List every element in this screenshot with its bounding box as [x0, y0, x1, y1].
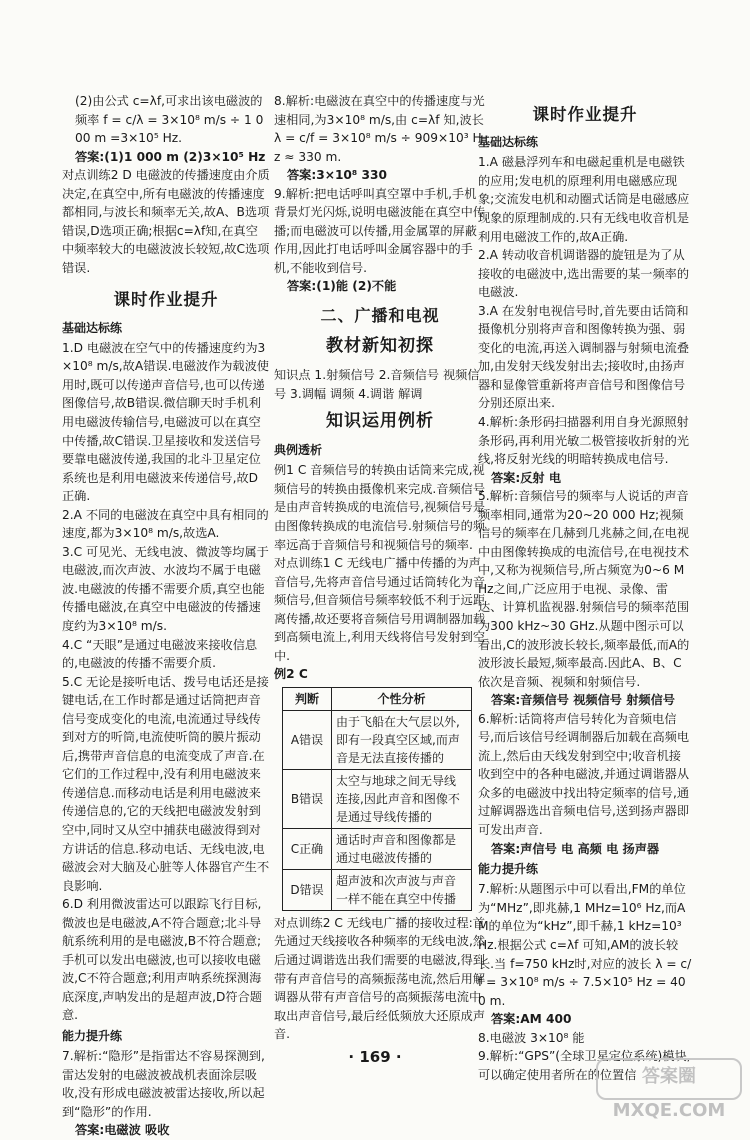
col2-training-1: 对点训练1 C 无线电广播中传播的为声音信号,先将声音信号通过话筒转化为音频信号,但音频信号频率较低不利于远距离传播,故还要将音频信号用调制器加载到高频电流上,利用天线将信号发射到空中.: [274, 556, 486, 663]
col1-answer-6: 6.D 利用微波雷达可以跟踪飞行目标,微波也是电磁波,A不符合题意;北斗导航系统利用的是电磁波,B不符合题意;手机可以发出电磁波,也可以接收电磁波,C不符合题意;利用声呐系统探测海底深度,声呐发出的是超声波,D符合题意.: [62, 897, 262, 1023]
col3-q8: 8.电磁波 3×10⁸ 能: [478, 1030, 585, 1045]
table-cell: B错误: [283, 769, 332, 828]
table-header-cell: 判断: [283, 687, 332, 710]
table-cell: C正确: [283, 828, 332, 869]
col2-subtitle-2: 知识运用例析: [326, 411, 434, 432]
col3-q5-answer: 答案:音频信号 视频信号 射频信号: [491, 693, 675, 708]
col2-training-2: 对点训练2 C 无线电广播的接收过程:首先通过天线接收各种频率的无线电波,然后通过调谐选出我们需要的电磁波,得到带有声音信号的高频振荡电流,然后用解调器从带有声音信号的高频振荡电流中取出声音信号,最后经低频放大还原成声音.: [274, 915, 486, 1042]
col1-answer-3: 3.C 可见光、无线电波、微波等均属于电磁波,而次声波、水波均不属于电磁波.电磁波的传播不需要介质,真空也能传播电磁波,在真空中电磁波的传播速度约为3×10⁸ m/s.: [62, 544, 269, 633]
col1-ability-label: 能力提升练: [62, 1029, 123, 1044]
col3-q5: 5.解析:音频信号的频率与人说话的声音频率相同,通常为20~20 000 Hz;视频信号的频率在几赫到几兆赫之间,在电视中由图像转换成的电流信号,在电视技术中,又称为视频信号,所占频宽为0~6 MHz之间,广泛应用于电视、录像、雷达、计算机监视器.射频信号的频率范围为300 kHz~30 GHz.从题中图示可以看出,C的波形波长较长,频率最低,而A的波形波长最短,频率最高.因此A、B、C依次是音频、视频和射频信号.: [478, 489, 690, 689]
col2-q8-answer: 答案:3×10⁸ 330: [287, 168, 387, 183]
col3-q6: 6.解析:话筒将声信号转化为音频电信号,而后该信号经调制器后加载在高频电流上,然后由天线发射到空中;收音机接收到空中的各种电磁波,并通过调谐器从众多的电磁波中找出特定频率的信号,通过解调器选出音频电信号,送到扬声器即可发出声音.: [478, 711, 690, 837]
col2-knowledge: 知识点 1.射频信号 2.音频信号 视频信号 3.调幅 调频 4.调谐 解调: [274, 368, 480, 401]
table-header-cell: 个性分析: [332, 687, 472, 710]
table-row: [283, 869, 472, 910]
table-cell: D错误: [283, 869, 332, 910]
table-row: [283, 828, 472, 869]
table-cell: 太空与地球之间无导线连接,因此声音和图像不是通过导线传播的: [332, 769, 472, 828]
col3-ability-label: 能力提升练: [478, 862, 539, 877]
right-column: [478, 92, 692, 1084]
analysis-table: [282, 687, 472, 911]
col2-example-1: 例1 C 音频信号的转换由话筒来完成,视频信号的转换由摄像机来完成.音频信号是由声音转换成的电流信号,视频信号是由图像转换成的电流信号.射频信号的频率远高于音频信号和视频信号的频率.: [274, 463, 486, 552]
col1-q7: 7.解析:“隐形”是指雷达不容易探测到,雷达发射的电磁波被战机表面涂层吸收,没有形成电磁波被雷达接收,所以起到“隐形”的作用.: [62, 1049, 265, 1119]
table-header-row: [283, 687, 472, 710]
watermark-logo: 答案圈 MXQE.COM: [596, 1058, 742, 1100]
table-cell: 通话时声音和图像都是通过电磁波传播的: [332, 828, 472, 869]
page-number: · 169 ·: [348, 1048, 402, 1066]
col2-subtitle-1: 教材新知初探: [326, 336, 434, 357]
table-cell: 超声波和次声波与声音一样不能在真空中传播: [332, 869, 472, 910]
middle-column: [274, 92, 486, 1044]
col3-q7: 7.解析:从题图示中可以看出,FM的单位为“MHz”,即兆赫,1 MHz=10⁶ Hz,而AM的单位为“kHz”,即千赫,1 kHz=10³ Hz.根据公式 c=λf 可知,AM的波长较长.当 f=750 kHz时,对应的波长 λ = c/f = 3×10⁸ m/s ÷ 7.5×10⁵ Hz = 400 m.: [478, 882, 692, 1008]
col3-q6-answer: 答案:声信号 电 高频 电 扬声器: [491, 841, 660, 856]
col2-q9: 9.解析:把电话呼叫真空罩中手机,手机背景灯光闪烁,说明电磁波能在真空中传播;而电磁波可以传播,用金属罩的屏蔽作用,因此打电话呼叫金属容器中的手机,不能收到信号.: [274, 186, 486, 275]
col1-answer-1: 1.D 电磁波在空气中的传播速度约为3×10⁸ m/s,故A错误.电磁波作为载波使用时,既可以传递声音信号,也可以传递图像信号,故B错误.微信聊天时手机利用电磁波传输信号,电磁波可以在真空中传播,故C错误.卫星接收和发送信号要靠电磁波传递,我国的北斗卫星定位系统也是利用电磁波来传递信号,故D正确.: [62, 340, 269, 504]
col2-example-2: 例2 C: [274, 667, 308, 682]
col1-answer-2: 2.A 不同的电磁波在真空中具有相同的速度,都为3×10⁸ m/s,故选A.: [62, 507, 269, 541]
col2-typical-label: 典例透析: [274, 443, 323, 458]
col1-answer-4: 4.C “天眼”是通过电磁波来接收信息的,电磁波的传播不需要介质.: [62, 637, 258, 671]
table-row: [283, 710, 472, 769]
col3-q4: 4.解析:条形码扫描器利用自身光源照射条形码,再利用光敏二极管接收折射的光线,将反射光线的明暗转换成电信号.: [478, 414, 690, 467]
col3-section-title: 课时作业提升: [532, 105, 638, 124]
col1-section-title: 课时作业提升: [113, 290, 219, 310]
table-cell: A错误: [283, 710, 332, 769]
col1-item-1: 答案:(1)1 000 m (2)3×10⁵ Hz: [75, 149, 266, 164]
col1-answer-5: 5.C 无论是接听电话、拨号电话还是接键电话,在工作时都是通过话筒把声音信号变成变化的电流,电流通过导线传到对方的听筒,电流使听筒的膜片振动后,携带声音信息的电流变成了声音.在它们的工作过程中,没有利用电磁波来传递信息.而移动电话是利用电磁波来传递信息的,它的天线把电磁波发射到空中,同时又从空中捕获电磁波得到对方讲话的信息.移动电话、无线电波,电磁波会对大脑及心脏等人体器官产生不良影响.: [62, 674, 270, 893]
col2-section-title: 二、广播和电视: [320, 306, 440, 326]
col3-answer-2: 2.A 转动收音机调谐器的旋钮是为了从接收的电磁波中,选出需要的某一频率的电磁波.: [478, 248, 690, 300]
col3-answer-1: 1.A 磁悬浮列车和电磁起重机是电磁铁的应用;发电机的原理利用电磁感应现象;交流发电机和动圈式话筒是电磁感应现象的原理制成的.只有无线电收音机是利用电磁波工作的,故A正确.: [478, 155, 690, 244]
col2-q8: 8.解析:电磁波在真空中的传播速度与光速相同,为3×10⁸ m/s,由 c=λf 知,波长 λ = c/f = 3×10⁸ m/s ÷ 909×10³ Hz ≈ 330 m.: [274, 94, 485, 164]
col3-answer-3: 3.A 在发射电视信号时,首先要由话筒和摄像机分别将声音和图像转换为强、弱变化的电流,再送入调制器与射频电流叠加,由发射天线发射出去;接收时,由扬声器和显像管重新将声音信号和图像信号分别还原出来.: [478, 303, 690, 411]
col3-q4-answer: 答案:反射 电: [491, 470, 562, 485]
col2-q9-answer: 答案:(1)能 (2)不能: [287, 279, 397, 294]
col3-basic-label: 基础达标练: [478, 135, 539, 150]
col3-q7-answer: 答案:AM 400: [491, 1012, 572, 1027]
col1-basic-label: 基础达标练: [62, 320, 123, 335]
table-cell: 由于飞船在大气层以外,即有一段真空区域,而声音是无法直接传播的: [332, 710, 472, 769]
left-column: [62, 92, 270, 1140]
table-row: [283, 769, 472, 828]
col1-q7-answer: 答案:电磁波 吸收: [75, 1123, 170, 1138]
col3-q9: 9.解析:“GPS”(全球卫星定位系统)模块,可以确定使用者所在的位置信: [478, 1049, 691, 1082]
col1-item-0: (2)由公式 c=λf,可求出该电磁波的频率 f = c/λ = 3×10⁸ m/s ÷ 1 000 m =3×10⁵ Hz.: [75, 94, 264, 146]
col1-item-2: 对点训练2 D 电磁波的传播速度由介质决定,在真空中,所有电磁波的传播速度都相同,与波长和频率无关,故A、B选项错误,D选项正确;根据c=λf知,在真空中频率较大的电磁波波长较短,故C选项错误.: [62, 168, 270, 275]
